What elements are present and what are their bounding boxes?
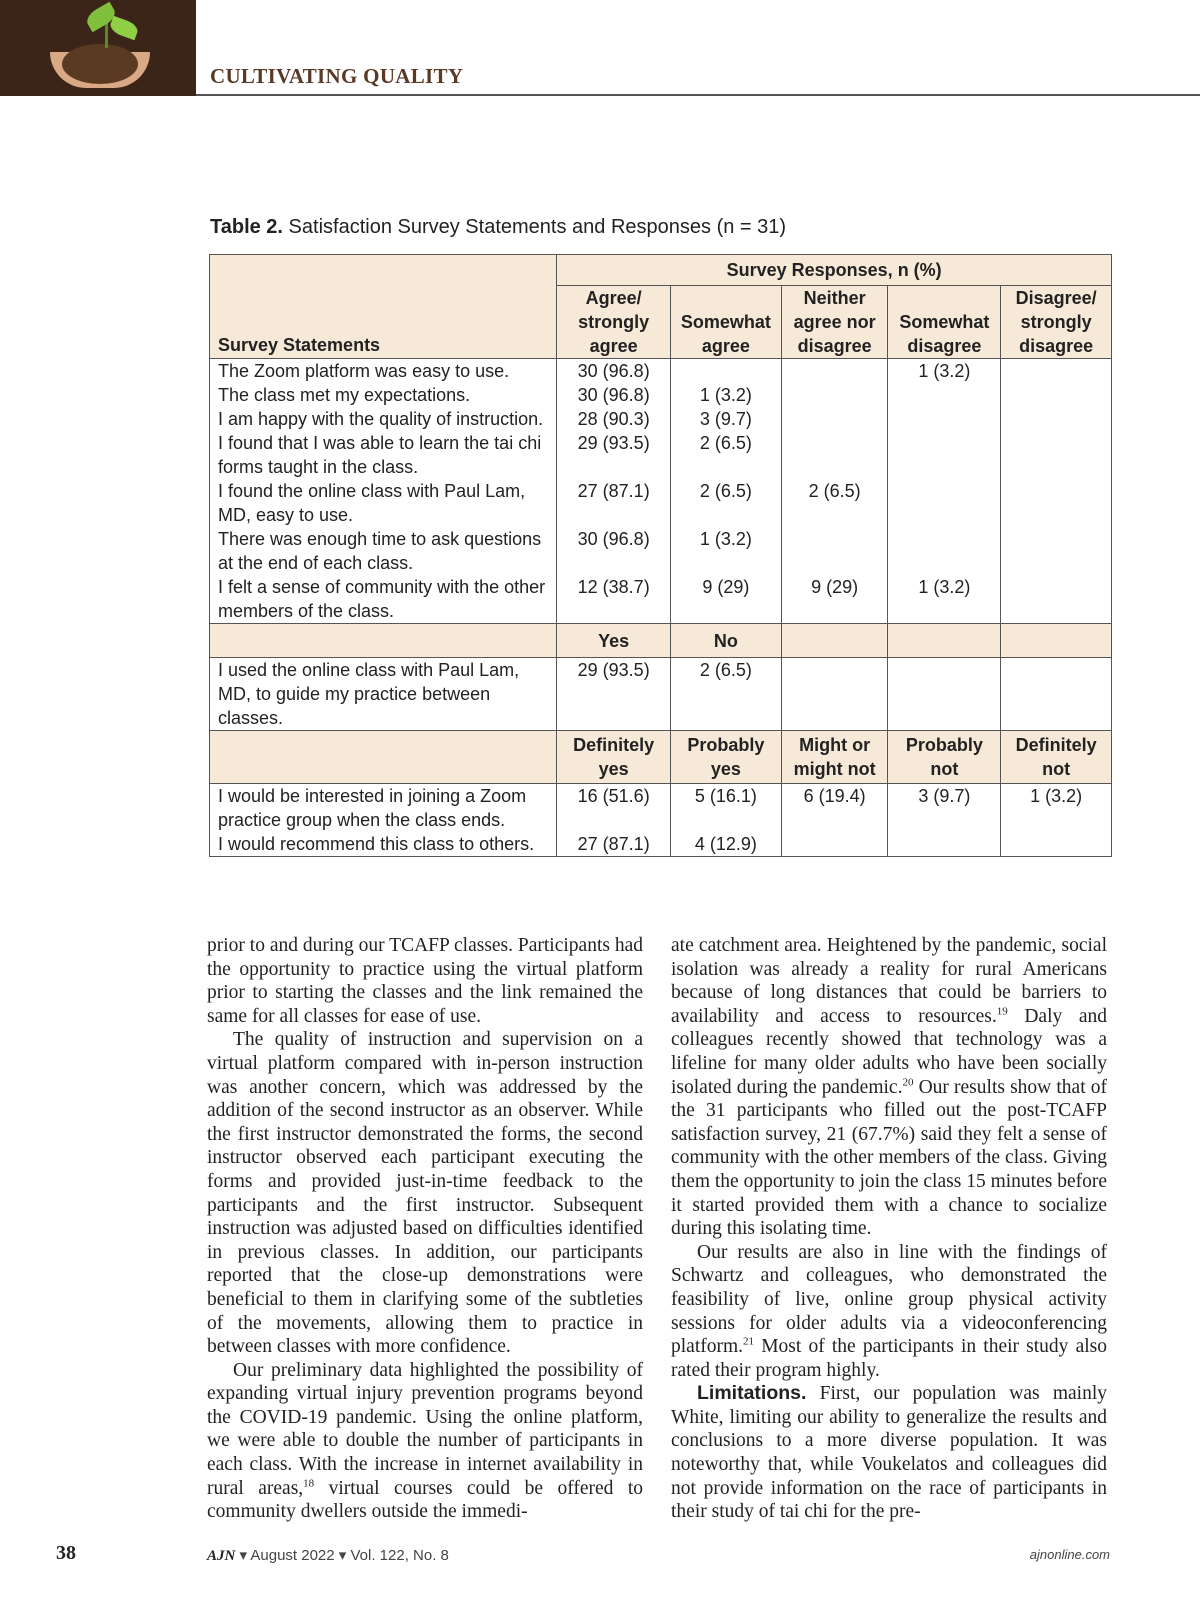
value-cell: 1 (3.2) <box>888 575 1001 624</box>
body-paragraph <box>671 1241 1107 1383</box>
body-text: virtual courses could be offered to community dwellers outside the immedi- <box>207 1477 644 1523</box>
body-paragraph: The quality of instruction and supervision on a virtual platform compared with in-person instruction was another concern, which was addressed by the addition of the second instructor as an observer. While the first instructor demonstrated the forms, the second instructor observed each participant executing the forms and provided just-in-time feedback to the participants and the first instructor. Subsequent instruction was adjusted based on difficulties identified in previous classes. In addition, our participants reported that the close-up demonstrations were beneficial to them in clarifying some of the subtleties of the movements, allowing them to practice in between classes with more confidence. <box>207 1029 643 1358</box>
column-header: Yes <box>557 624 671 658</box>
value-cell: 27 (87.1) <box>557 832 671 857</box>
body-text: ate catchment area. Heightened by the pandemic, social isolation was already a reality for rural Americans because of long distances that could be barriers to availability and access to resources. <box>671 935 1107 1027</box>
value-cell <box>781 359 888 384</box>
value-cell <box>888 431 1001 479</box>
statement-cell: I am happy with the quality of instruction. <box>210 407 557 431</box>
statement-cell: I found that I was able to learn the tai chi forms taught in the class. <box>210 431 557 479</box>
body-text: Our results are also in line with the findings of Schwartz and colleagues, who demonstrated the feasibility of live, online group physical activity sessions for older adults via a videoconferencing platform. <box>671 1241 1107 1358</box>
value-cell <box>1001 407 1112 431</box>
value-cell: 5 (16.1) <box>671 784 782 833</box>
body-paragraph <box>671 1382 1107 1524</box>
value-cell <box>781 407 888 431</box>
statement-cell: The Zoom platform was easy to use. <box>210 359 557 384</box>
value-cell <box>1001 431 1112 479</box>
column-header: Agree/ strongly agree <box>557 286 671 359</box>
survey-table <box>209 254 1112 857</box>
body-text: Daly and colleagues recently showed that technology was a lifeline for many older adults who have been socially isolated during the pandemic. <box>671 1005 1107 1098</box>
table-row <box>210 383 1112 407</box>
section-title: CULTIVATING QUALITY <box>210 64 464 88</box>
value-cell: 1 (3.2) <box>888 359 1001 384</box>
value-cell: 16 (51.6) <box>557 784 671 833</box>
value-cell: 12 (38.7) <box>557 575 671 624</box>
column-header: Neither agree nor disagree <box>781 286 888 359</box>
value-cell: 1 (3.2) <box>671 383 782 407</box>
column-header: Probably not <box>888 731 1001 784</box>
body-text: First, our population was mainly White, limiting our ability to generalize the results and conclusions to a more diverse population. It was noteworthy that, while Voukelatos and colleagues did not provide information on the race of participants in their study of tai chi for the pre- <box>671 1383 1107 1523</box>
header-rule <box>196 94 1200 96</box>
journal-issue: ▾ August 2022 ▾ Vol. 122, No. 8 <box>235 1547 449 1564</box>
body-paragraph <box>207 1359 643 1524</box>
body-text: Our results show that of the 31 participants who filled out the post-TCAFP satisfaction survey, 21 (67.7%) said they felt a sense of community with the other members of the class. Giving them the opportunity to join the class 15 minutes before it started provided them with a chance to socialize during this isolating time. <box>671 1076 1107 1240</box>
value-cell: 3 (9.7) <box>888 784 1001 833</box>
value-cell <box>1001 527 1112 575</box>
journal-url: ajnonline.com <box>1029 1547 1110 1562</box>
value-cell <box>1001 359 1112 384</box>
table-caption <box>210 216 786 239</box>
column-header: Definitely not <box>1001 731 1112 784</box>
value-cell: 1 (3.2) <box>671 527 782 575</box>
run-in-heading: Limitations. <box>697 1382 807 1405</box>
table-row <box>210 431 1112 479</box>
reference-marker: 19 <box>996 1005 1008 1018</box>
responses-header: Survey Responses, n (%) <box>557 255 1112 286</box>
value-cell: 9 (29) <box>781 575 888 624</box>
value-cell <box>781 832 888 857</box>
page-number: 38 <box>56 1542 76 1564</box>
value-cell <box>781 383 888 407</box>
value-cell <box>1001 383 1112 407</box>
reference-marker: 18 <box>303 1477 315 1490</box>
likert-header-row <box>210 731 1112 784</box>
body-text: Our preliminary data highlighted the possibility of expanding virtual injury prevention programs beyond the COVID-19 pandemic. Using the online platform, we were able to double the number of participants in each class. With the increase in internet availability in rural areas, <box>207 1359 643 1499</box>
value-cell: 4 (12.9) <box>671 832 782 857</box>
body-paragraph <box>671 934 1107 1241</box>
value-cell: 2 (6.5) <box>781 479 888 527</box>
table-caption-label: Table 2. <box>210 216 283 238</box>
reference-marker: 21 <box>743 1335 755 1348</box>
column-header: Might or might not <box>781 731 888 784</box>
reference-marker: 20 <box>902 1076 914 1089</box>
yesno-header-row <box>210 624 1112 658</box>
value-cell: 27 (87.1) <box>557 479 671 527</box>
value-cell: 28 (90.3) <box>557 407 671 431</box>
value-cell: 29 (93.5) <box>557 431 671 479</box>
journal-name: AJN <box>207 1548 236 1564</box>
value-cell <box>1001 575 1112 624</box>
value-cell: 6 (19.4) <box>781 784 888 833</box>
statement-cell: I would be interested in joining a Zoom practice group when the class ends. <box>210 784 557 833</box>
body-column-left <box>207 934 643 1524</box>
table-row <box>210 784 1112 833</box>
value-cell <box>781 527 888 575</box>
table-row <box>210 359 1112 384</box>
value-cell: 2 (6.5) <box>671 431 782 479</box>
column-header: Somewhat disagree <box>888 286 1001 359</box>
statements-header: Survey Statements <box>210 255 557 359</box>
value-cell <box>888 383 1001 407</box>
column-header: No <box>671 624 782 658</box>
value-cell: 30 (96.8) <box>557 527 671 575</box>
table-row <box>210 832 1112 857</box>
column-header: Probably yes <box>671 731 782 784</box>
value-cell: 2 (6.5) <box>671 479 782 527</box>
statement-cell: I used the online class with Paul Lam, MD, to guide my practice between classes. <box>210 658 557 731</box>
value-cell: 29 (93.5) <box>557 658 671 731</box>
statement-cell: I would recommend this class to others. <box>210 832 557 857</box>
journal-citation <box>207 1546 449 1565</box>
value-cell: 30 (96.8) <box>557 383 671 407</box>
value-cell <box>888 832 1001 857</box>
body-column-right <box>671 934 1107 1524</box>
value-cell: 2 (6.5) <box>671 658 782 731</box>
column-header: Somewhat agree <box>671 286 782 359</box>
value-cell: 30 (96.8) <box>557 359 671 384</box>
table-row <box>210 479 1112 527</box>
table-row <box>210 575 1112 624</box>
value-cell: 1 (3.2) <box>1001 784 1112 833</box>
value-cell <box>888 407 1001 431</box>
value-cell <box>781 431 888 479</box>
statement-cell: I felt a sense of community with the other members of the class. <box>210 575 557 624</box>
header-photo-seedling-in-hands <box>0 0 196 96</box>
table-row <box>210 658 1112 731</box>
statement-cell: The class met my expectations. <box>210 383 557 407</box>
value-cell <box>888 527 1001 575</box>
value-cell: 9 (29) <box>671 575 782 624</box>
statement-cell: There was enough time to ask questions at the end of each class. <box>210 527 557 575</box>
table-caption-text: Satisfaction Survey Statements and Responses (n = 31) <box>283 216 787 238</box>
column-header: Disagree/ strongly disagree <box>1001 286 1112 359</box>
table-row <box>210 407 1112 431</box>
table-row <box>210 527 1112 575</box>
value-cell <box>1001 832 1112 857</box>
body-paragraph: prior to and during our TCAFP classes. Participants had the opportunity to practice using the virtual platform prior to starting the classes and the link remained the same for all classes for ease of use. <box>207 935 643 1027</box>
value-cell <box>671 359 782 384</box>
value-cell: 3 (9.7) <box>671 407 782 431</box>
body-text: Most of the participants in their study also rated their program highly. <box>671 1336 1107 1381</box>
column-header: Definitely yes <box>557 731 671 784</box>
value-cell <box>888 479 1001 527</box>
statement-cell: I found the online class with Paul Lam, MD, easy to use. <box>210 479 557 527</box>
value-cell <box>1001 479 1112 527</box>
